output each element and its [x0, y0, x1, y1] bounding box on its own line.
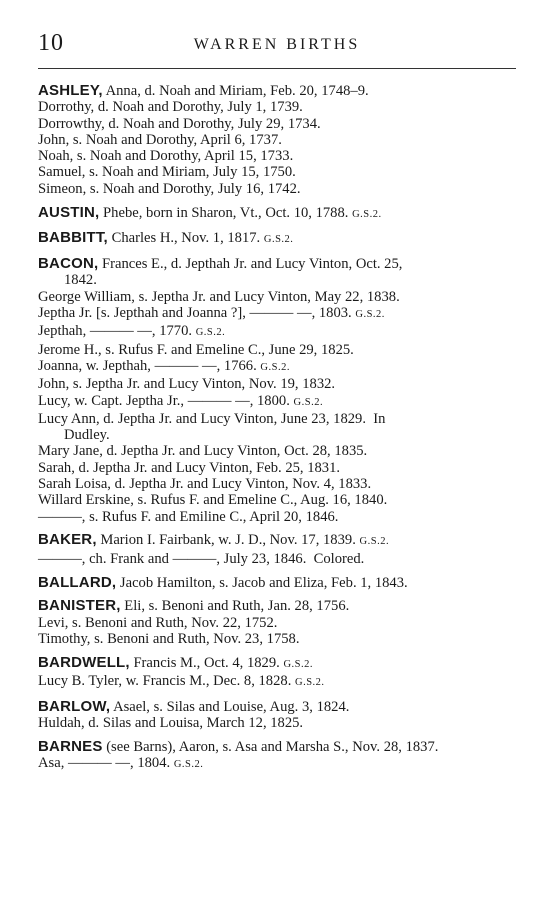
- source-note: G.S.2.: [283, 658, 313, 670]
- record-text: Francis M., Oct. 4, 1829.: [129, 654, 280, 671]
- entry-line: [38, 148, 516, 164]
- source-note: G.S.2.: [293, 396, 324, 408]
- page-header: [38, 30, 516, 60]
- entry-line: [38, 289, 516, 305]
- record-text: Mary Jane, d. Jeptha Jr. and Lucy Vinton, Oct. 28, 1835.: [38, 443, 368, 460]
- record-text: Sarah, d. Jeptha Jr. and Lucy Vinton, Feb. 25, 1831.: [38, 459, 341, 476]
- record-text: Sarah Loisa, d. Jeptha Jr. and Lucy Vinton, Nov. 4, 1833.: [38, 476, 372, 493]
- record-text: Noah, s. Noah and Dorothy, April 15, 1733.: [38, 148, 294, 165]
- record-text: Huldah, d. Silas and Louisa, March 12, 1825.: [38, 715, 304, 732]
- source-note: G.S.2.: [295, 677, 325, 688]
- source-note: G.S.2.: [173, 759, 204, 771]
- family-entry: [38, 83, 516, 197]
- births-list: [38, 83, 516, 781]
- entry-line: [38, 755, 516, 773]
- entry-line: [38, 164, 516, 180]
- source-note: G.S.2.: [263, 234, 294, 246]
- record-text: Samuel, s. Noah and Miriam, July 15, 1750.: [38, 164, 296, 181]
- entry-line: [38, 230, 516, 248]
- record-text: Dudley.: [64, 427, 110, 444]
- entry-line: [38, 655, 516, 673]
- entry-line: [38, 739, 516, 755]
- entry-line: [38, 99, 516, 115]
- family-entry: [38, 256, 516, 525]
- family-entry: [38, 205, 516, 223]
- family-entry: [38, 699, 516, 732]
- record-text: ———, ch. Frank and ———, July 23, 1846. Colored.: [38, 550, 365, 567]
- surname-heading: BANISTER,: [38, 597, 121, 615]
- entry-line: [38, 443, 516, 459]
- source-note: G.S.2.: [355, 309, 385, 321]
- source-note: G.S.2.: [195, 327, 226, 339]
- entry-line: [38, 83, 516, 99]
- surname-heading: BARLOW,: [38, 697, 111, 715]
- entry-line: [38, 393, 516, 411]
- record-text: Lucy B. Tyler, w. Francis M., Dec. 8, 1828.: [38, 673, 292, 689]
- entry-line: [38, 715, 516, 731]
- entry-line: [38, 116, 516, 132]
- record-text: John, s. Jeptha Jr. and Lucy Vinton, Nov. 19, 1832.: [38, 376, 336, 393]
- record-text: Joanna, w. Jepthah, ——— —, 1766.: [38, 357, 257, 374]
- record-text: Dorrowthy, d. Noah and Dorothy, July 29, 1734.: [38, 115, 321, 132]
- record-text: Jacob Hamilton, s. Jacob and Eliza, Feb. 1, 1843.: [116, 574, 408, 591]
- entry-line: [38, 323, 516, 341]
- entry-line: [38, 673, 516, 691]
- entry-line: [38, 342, 516, 358]
- entry-line: [38, 551, 516, 567]
- surname-heading: AUSTIN,: [38, 203, 100, 221]
- record-text: Levi, s. Benoni and Ruth, Nov. 22, 1752.: [38, 614, 278, 631]
- entry-line: [38, 411, 516, 427]
- surname-heading: BARDWELL,: [38, 653, 130, 671]
- record-text: 1842.: [64, 272, 97, 289]
- surname-heading: BARNES: [38, 737, 103, 755]
- entry-line: [38, 492, 516, 508]
- record-text: Simeon, s. Noah and Dorothy, July 16, 1742.: [38, 180, 301, 197]
- entry-line: [38, 598, 516, 614]
- source-note: G.S.2.: [352, 208, 382, 220]
- family-entry: [38, 655, 516, 692]
- record-text: George William, s. Jeptha Jr. and Lucy Vinton, May 22, 1838.: [38, 288, 400, 305]
- family-entry: [38, 575, 516, 591]
- entry-line: [38, 476, 516, 492]
- entry-line: [38, 181, 516, 197]
- entry-continuation-line: [38, 427, 516, 443]
- surname-heading: BABBITT,: [38, 229, 108, 247]
- record-text: Anna, d. Noah and Miriam, Feb. 20, 1748–9.: [102, 83, 369, 99]
- entry-line: [38, 575, 516, 591]
- record-text: Frances E., d. Jepthah Jr. and Lucy Vinton, Oct. 25,: [98, 256, 403, 273]
- family-entry: [38, 739, 516, 774]
- record-text: John, s. Noah and Dorothy, April 6, 1737.: [38, 131, 282, 148]
- surname-heading: BALLARD,: [38, 573, 117, 591]
- record-text: ———, s. Rufus F. and Emiline C., April 20, 1846.: [38, 508, 339, 525]
- record-text: Jepthah, ——— —, 1770.: [38, 323, 193, 340]
- entry-line: [38, 205, 516, 223]
- record-text: Dorrothy, d. Noah and Dorothy, July 1, 1739.: [38, 99, 303, 116]
- record-text: Asa, ——— —, 1804.: [38, 755, 171, 772]
- record-text: Asael, s. Silas and Louise, Aug. 3, 1824.: [110, 698, 350, 715]
- entry-line: [38, 132, 516, 148]
- source-note: G.S.2.: [260, 361, 290, 373]
- record-text: Willard Erskine, s. Rufus F. and Emeline C., Aug. 16, 1840.: [38, 492, 388, 509]
- entry-line: [38, 305, 516, 323]
- record-text: Eli, s. Benoni and Ruth, Jan. 28, 1756.: [120, 598, 350, 615]
- entry-line: [38, 358, 516, 376]
- record-text: Marion I. Fairbank, w. J. D., Nov. 17, 1839.: [96, 532, 356, 549]
- entry-line: [38, 256, 516, 272]
- entry-line: [38, 631, 516, 647]
- surname-heading: BAKER,: [38, 531, 97, 549]
- record-text: Jerome H., s. Rufus F. and Emeline C., June 29, 1825.: [38, 341, 354, 358]
- header-rule: [38, 68, 516, 69]
- running-title: WARREN BIRTHS: [193, 36, 361, 53]
- surname-heading: ASHLEY,: [38, 82, 103, 99]
- family-entry: [38, 230, 516, 248]
- record-text: Phebe, born in Sharon, Vt., Oct. 10, 1788.: [99, 204, 349, 221]
- record-text: Lucy, w. Capt. Jeptha Jr., ——— —, 1800.: [38, 392, 290, 409]
- entry-line: [38, 615, 516, 631]
- entry-line: [38, 532, 516, 550]
- entry-line: [38, 699, 516, 715]
- page-number: 10: [38, 30, 64, 56]
- entry-continuation-line: [38, 272, 516, 288]
- record-text: (see Barns), Aaron, s. Asa and Marsha S., Nov. 28, 1837.: [102, 738, 439, 755]
- surname-heading: BACON,: [38, 255, 99, 273]
- source-note: G.S.2.: [359, 536, 390, 548]
- record-text: Timothy, s. Benoni and Ruth, Nov. 23, 1758.: [38, 630, 300, 647]
- family-entry: [38, 598, 516, 647]
- family-entry: [38, 532, 516, 567]
- record-text: Jeptha Jr. [s. Jepthah and Joanna ?], ——— —, 1803.: [38, 305, 352, 322]
- record-text: Charles H., Nov. 1, 1817.: [107, 230, 261, 247]
- entry-line: [38, 460, 516, 476]
- record-text: Lucy Ann, d. Jeptha Jr. and Lucy Vinton, June 23, 1829. In: [38, 410, 386, 427]
- entry-line: [38, 509, 516, 525]
- entry-line: [38, 376, 516, 392]
